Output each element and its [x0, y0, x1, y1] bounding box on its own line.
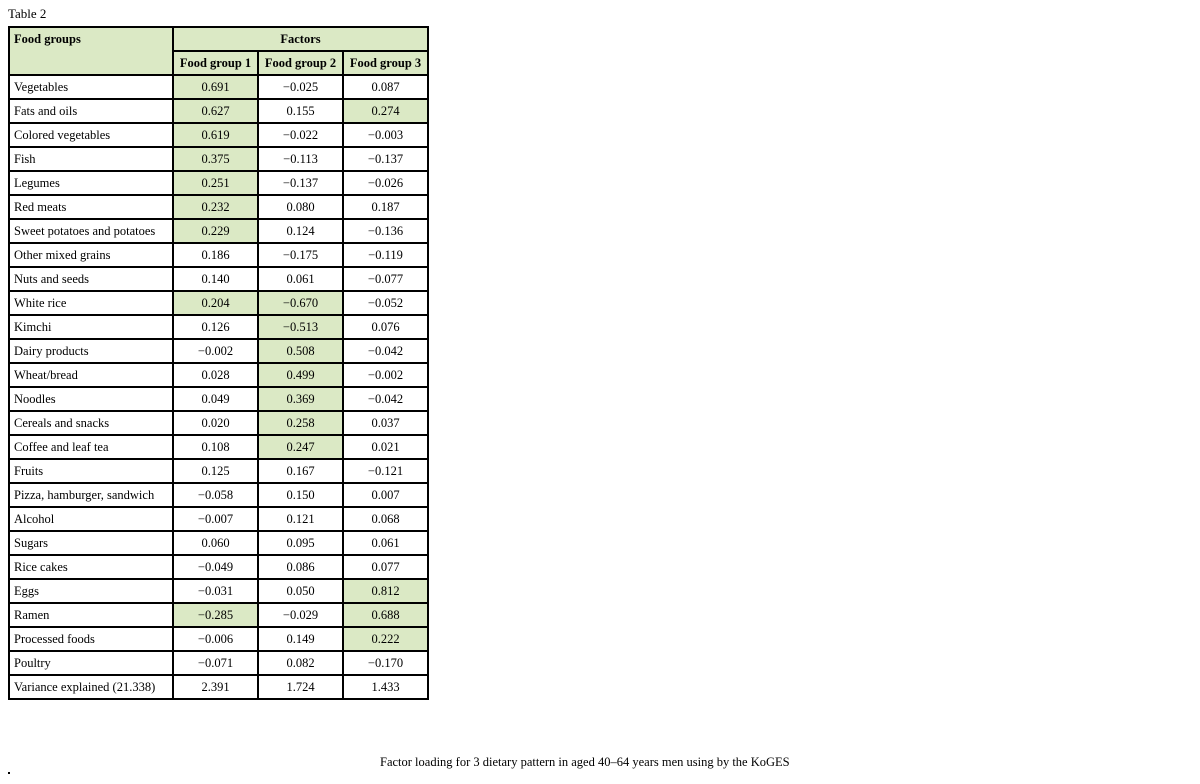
loading-cell-group-1: 0.251 — [173, 171, 258, 195]
loading-cell-group-3: −0.042 — [343, 339, 428, 363]
loading-cell-group-2: 0.247 — [258, 435, 343, 459]
table-row — [9, 171, 428, 195]
loading-cell-group-3: 0.068 — [343, 507, 428, 531]
loading-cell-group-3: −0.170 — [343, 651, 428, 675]
loading-cell-group-2: −0.513 — [258, 315, 343, 339]
loading-cell-group-3: 0.061 — [343, 531, 428, 555]
row-label: Variance explained (21.338) — [9, 675, 173, 699]
table-row — [9, 627, 428, 651]
loading-cell-group-1: −0.058 — [173, 483, 258, 507]
loading-cell-group-1: −0.071 — [173, 651, 258, 675]
table-row — [9, 435, 428, 459]
table-row — [9, 363, 428, 387]
table-row — [9, 123, 428, 147]
table-row — [9, 315, 428, 339]
loading-cell-group-2: 0.082 — [258, 651, 343, 675]
factor-loading-table — [8, 26, 429, 700]
loading-cell-group-2: 0.124 — [258, 219, 343, 243]
row-label: Processed foods — [9, 627, 173, 651]
table-row — [9, 555, 428, 579]
loading-cell-group-3: 0.076 — [343, 315, 428, 339]
row-label: Colored vegetables — [9, 123, 173, 147]
table-row — [9, 291, 428, 315]
loading-cell-group-2: −0.113 — [258, 147, 343, 171]
loading-cell-group-2: 0.499 — [258, 363, 343, 387]
loading-cell-group-3: 0.812 — [343, 579, 428, 603]
row-label: Coffee and leaf tea — [9, 435, 173, 459]
loading-cell-group-3: −0.026 — [343, 171, 428, 195]
loading-cell-group-2: 0.149 — [258, 627, 343, 651]
table-row — [9, 147, 428, 171]
loading-cell-group-3: 0.688 — [343, 603, 428, 627]
loading-cell-group-1: 0.186 — [173, 243, 258, 267]
loading-cell-group-1: 0.060 — [173, 531, 258, 555]
loading-cell-group-3: −0.121 — [343, 459, 428, 483]
loading-cell-group-2: 0.086 — [258, 555, 343, 579]
loading-cell-group-1: 0.140 — [173, 267, 258, 291]
row-label: Eggs — [9, 579, 173, 603]
table-row — [9, 675, 428, 699]
loading-cell-group-1: 0.125 — [173, 459, 258, 483]
header-row-top — [9, 27, 428, 51]
row-label: Sweet potatoes and potatoes — [9, 219, 173, 243]
loading-cell-group-3: 0.087 — [343, 75, 428, 99]
loading-cell-group-1: −0.007 — [173, 507, 258, 531]
row-label: Rice cakes — [9, 555, 173, 579]
loading-cell-group-1: 0.627 — [173, 99, 258, 123]
loading-cell-group-3: −0.042 — [343, 387, 428, 411]
row-label: Dairy products — [9, 339, 173, 363]
table-row — [9, 267, 428, 291]
loading-cell-group-3: −0.077 — [343, 267, 428, 291]
table-row — [9, 411, 428, 435]
loading-cell-group-3: 1.433 — [343, 675, 428, 699]
row-label: Noodles — [9, 387, 173, 411]
loading-cell-group-3: 0.187 — [343, 195, 428, 219]
row-label: Fruits — [9, 459, 173, 483]
loading-cell-group-1: 0.108 — [173, 435, 258, 459]
table-label: Table 2 — [8, 6, 47, 21]
loading-cell-group-2: 0.150 — [258, 483, 343, 507]
table-row — [9, 507, 428, 531]
loading-cell-group-2: 0.095 — [258, 531, 343, 555]
loading-cell-group-1: 0.375 — [173, 147, 258, 171]
loading-cell-group-1: 2.391 — [173, 675, 258, 699]
loading-cell-group-1: 0.229 — [173, 219, 258, 243]
row-label: Alcohol — [9, 507, 173, 531]
table-row — [9, 603, 428, 627]
loading-cell-group-2: 0.080 — [258, 195, 343, 219]
loading-cell-group-2: 0.121 — [258, 507, 343, 531]
loading-cell-group-2: −0.029 — [258, 603, 343, 627]
loading-cell-group-1: −0.285 — [173, 603, 258, 627]
table-row — [9, 531, 428, 555]
loading-cell-group-3: −0.002 — [343, 363, 428, 387]
row-label: Legumes — [9, 171, 173, 195]
loading-cell-group-2: −0.175 — [258, 243, 343, 267]
loading-cell-group-3: 0.007 — [343, 483, 428, 507]
food-group-3-header: Food group 3 — [343, 51, 428, 75]
table-row — [9, 651, 428, 675]
row-label: Red meats — [9, 195, 173, 219]
loading-cell-group-2: −0.025 — [258, 75, 343, 99]
loading-cell-group-2: −0.137 — [258, 171, 343, 195]
table-row — [9, 387, 428, 411]
loading-cell-group-2: 1.724 — [258, 675, 343, 699]
table-row — [9, 579, 428, 603]
loading-cell-group-1: 0.049 — [173, 387, 258, 411]
table-row — [9, 219, 428, 243]
table-row — [9, 339, 428, 363]
row-label: Nuts and seeds — [9, 267, 173, 291]
loading-cell-group-3: 0.274 — [343, 99, 428, 123]
loading-cell-group-1: −0.049 — [173, 555, 258, 579]
loading-cell-group-1: −0.002 — [173, 339, 258, 363]
table-row — [9, 243, 428, 267]
table-body — [9, 75, 428, 699]
loading-cell-group-3: 0.037 — [343, 411, 428, 435]
table-row — [9, 483, 428, 507]
row-label: Wheat/bread — [9, 363, 173, 387]
loading-cell-group-1: −0.006 — [173, 627, 258, 651]
loading-cell-group-2: 0.167 — [258, 459, 343, 483]
food-group-1-header: Food group 1 — [173, 51, 258, 75]
loading-cell-group-1: 0.691 — [173, 75, 258, 99]
loading-cell-group-3: 0.021 — [343, 435, 428, 459]
row-label: Ramen — [9, 603, 173, 627]
loading-cell-group-1: −0.031 — [173, 579, 258, 603]
loading-cell-group-3: −0.136 — [343, 219, 428, 243]
loading-cell-group-2: 0.508 — [258, 339, 343, 363]
row-label: Vegetables — [9, 75, 173, 99]
loading-cell-group-3: −0.003 — [343, 123, 428, 147]
loading-cell-group-1: 0.020 — [173, 411, 258, 435]
row-label: Other mixed grains — [9, 243, 173, 267]
row-label: Pizza, hamburger, sandwich — [9, 483, 173, 507]
table-row — [9, 75, 428, 99]
row-label: Kimchi — [9, 315, 173, 339]
loading-cell-group-3: −0.137 — [343, 147, 428, 171]
loading-cell-group-2: 0.369 — [258, 387, 343, 411]
loading-cell-group-3: 0.077 — [343, 555, 428, 579]
loading-cell-group-1: 0.126 — [173, 315, 258, 339]
loading-cell-group-2: −0.022 — [258, 123, 343, 147]
factors-header: Factors — [173, 27, 428, 51]
loading-cell-group-3: −0.119 — [343, 243, 428, 267]
loading-cell-group-3: −0.052 — [343, 291, 428, 315]
table-row — [9, 99, 428, 123]
loading-cell-group-2: 0.050 — [258, 579, 343, 603]
loading-cell-group-2: 0.061 — [258, 267, 343, 291]
row-label: Poultry — [9, 651, 173, 675]
row-label: Fats and oils — [9, 99, 173, 123]
stray-dot — [8, 772, 10, 774]
row-label: Fish — [9, 147, 173, 171]
food-group-2-header: Food group 2 — [258, 51, 343, 75]
table-row — [9, 195, 428, 219]
food-groups-header: Food groups — [9, 27, 173, 75]
loading-cell-group-1: 0.232 — [173, 195, 258, 219]
loading-cell-group-1: 0.204 — [173, 291, 258, 315]
loading-cell-group-2: 0.155 — [258, 99, 343, 123]
table-row — [9, 459, 428, 483]
table-caption: Factor loading for 3 dietary pattern in aged 40–64 years men using by the KoGES — [380, 755, 790, 769]
loading-cell-group-1: 0.619 — [173, 123, 258, 147]
loading-cell-group-2: −0.670 — [258, 291, 343, 315]
loading-cell-group-3: 0.222 — [343, 627, 428, 651]
row-label: White rice — [9, 291, 173, 315]
row-label: Sugars — [9, 531, 173, 555]
row-label: Cereals and snacks — [9, 411, 173, 435]
loading-cell-group-2: 0.258 — [258, 411, 343, 435]
loading-cell-group-1: 0.028 — [173, 363, 258, 387]
